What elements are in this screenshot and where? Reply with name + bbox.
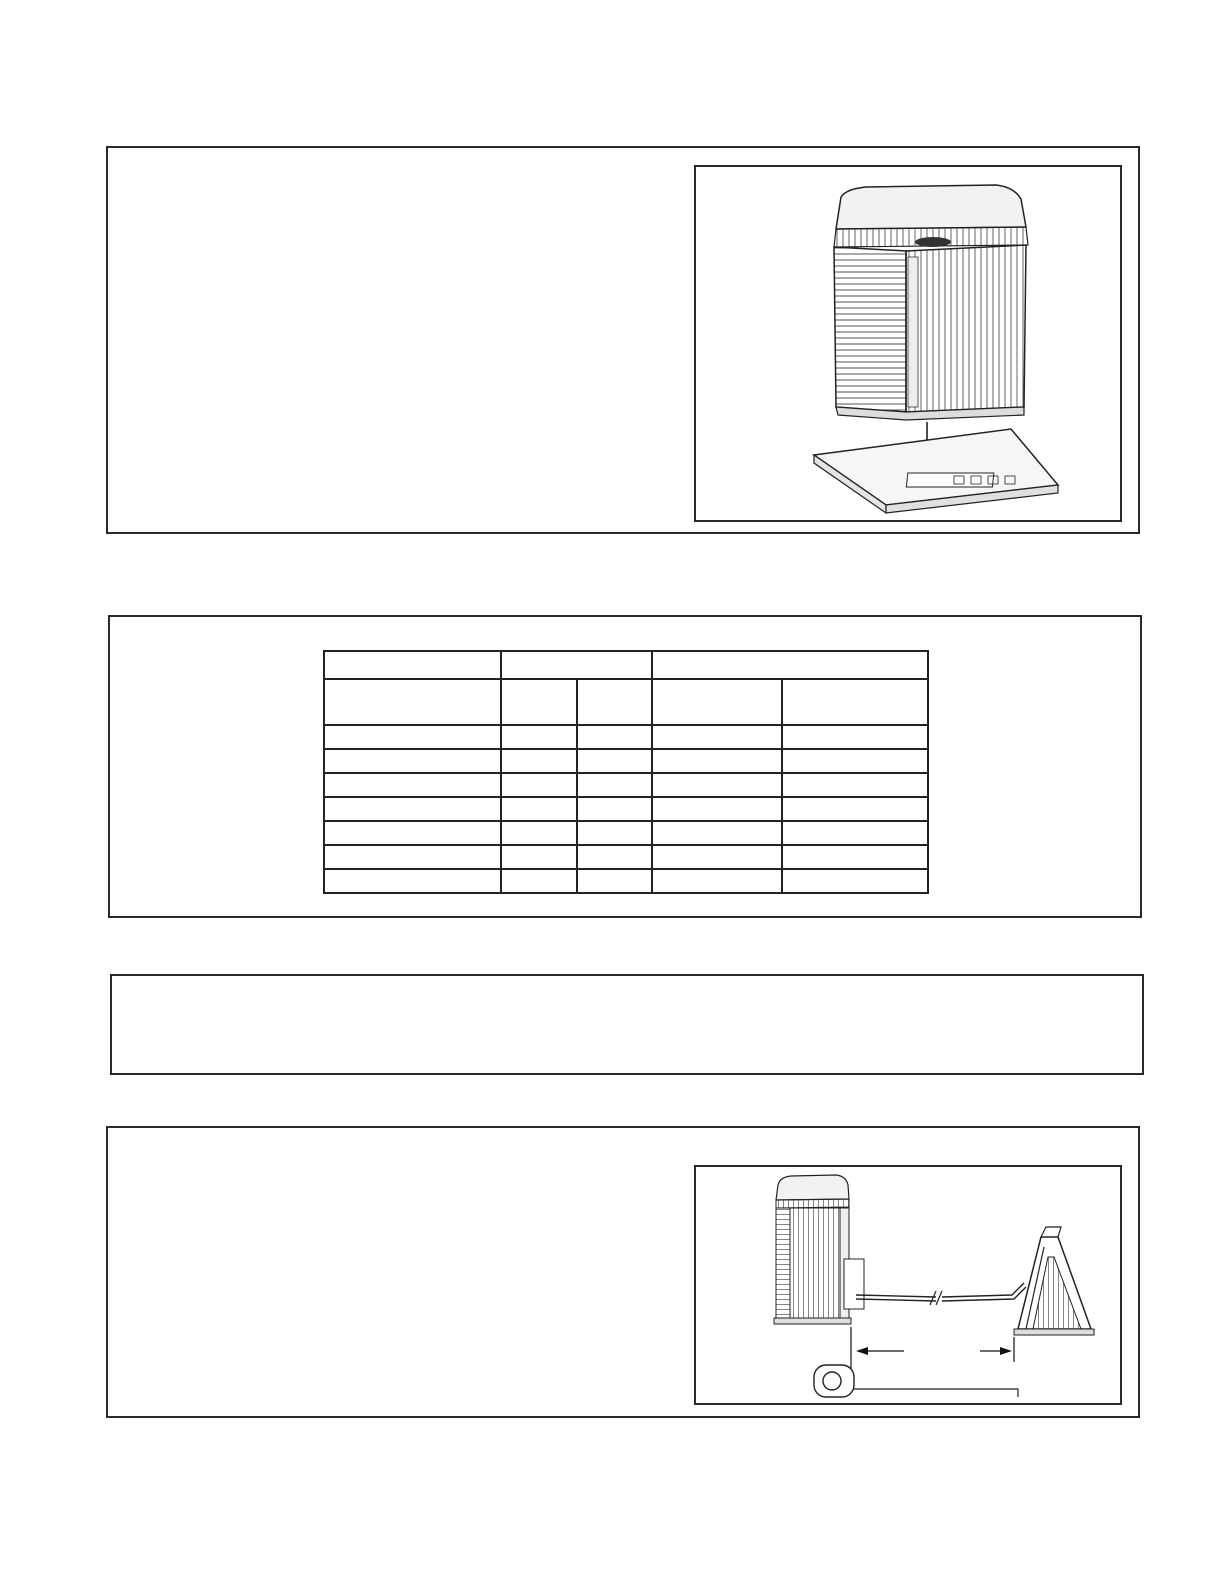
table-cell [782,869,928,893]
line-set-measurement-icon [696,1167,1120,1403]
table-header-cell [577,679,652,725]
table-header-cell [501,651,652,679]
table-header-row [324,679,928,725]
table-row [324,845,928,869]
table-header-cell [501,679,577,725]
outdoor-unit-icon [696,167,1120,520]
table-cell [577,773,652,797]
table-cell [782,725,928,749]
table-row [324,821,928,845]
table-cell [652,845,782,869]
table-cell [652,869,782,893]
table-header-cell [782,679,928,725]
table-cell [782,749,928,773]
table-cell [577,869,652,893]
table-cell [782,845,928,869]
table-cell [652,749,782,773]
table-row [324,749,928,773]
table-cell [501,797,577,821]
specifications-table [323,650,929,894]
table-cell [324,773,501,797]
table-header-cell [324,651,501,679]
table-cell [652,821,782,845]
table-header-cell [324,679,501,725]
table-header-cell [652,679,782,725]
table-cell [577,797,652,821]
table-cell [324,725,501,749]
unit-on-pad-figure [694,165,1122,522]
table-cell [782,797,928,821]
table-cell [577,821,652,845]
line-set-figure [694,1165,1122,1405]
table-cell [652,797,782,821]
table-cell [577,749,652,773]
table-cell [324,845,501,869]
table-cell [501,869,577,893]
table-cell [501,725,577,749]
table-cell [501,773,577,797]
table-row [324,725,928,749]
table-header-cell [652,651,928,679]
table-header-row [324,651,928,679]
table-cell [501,749,577,773]
table-cell [577,845,652,869]
table-cell [577,725,652,749]
table-cell [652,725,782,749]
table-cell [324,821,501,845]
table-row [324,869,928,893]
table-cell [501,845,577,869]
table-cell [324,869,501,893]
table-cell [501,821,577,845]
table-row [324,773,928,797]
table-cell [782,821,928,845]
table-cell [324,749,501,773]
table-cell [782,773,928,797]
table-cell [652,773,782,797]
table-row [324,797,928,821]
table-cell [324,797,501,821]
section-3-note-box [110,974,1144,1075]
